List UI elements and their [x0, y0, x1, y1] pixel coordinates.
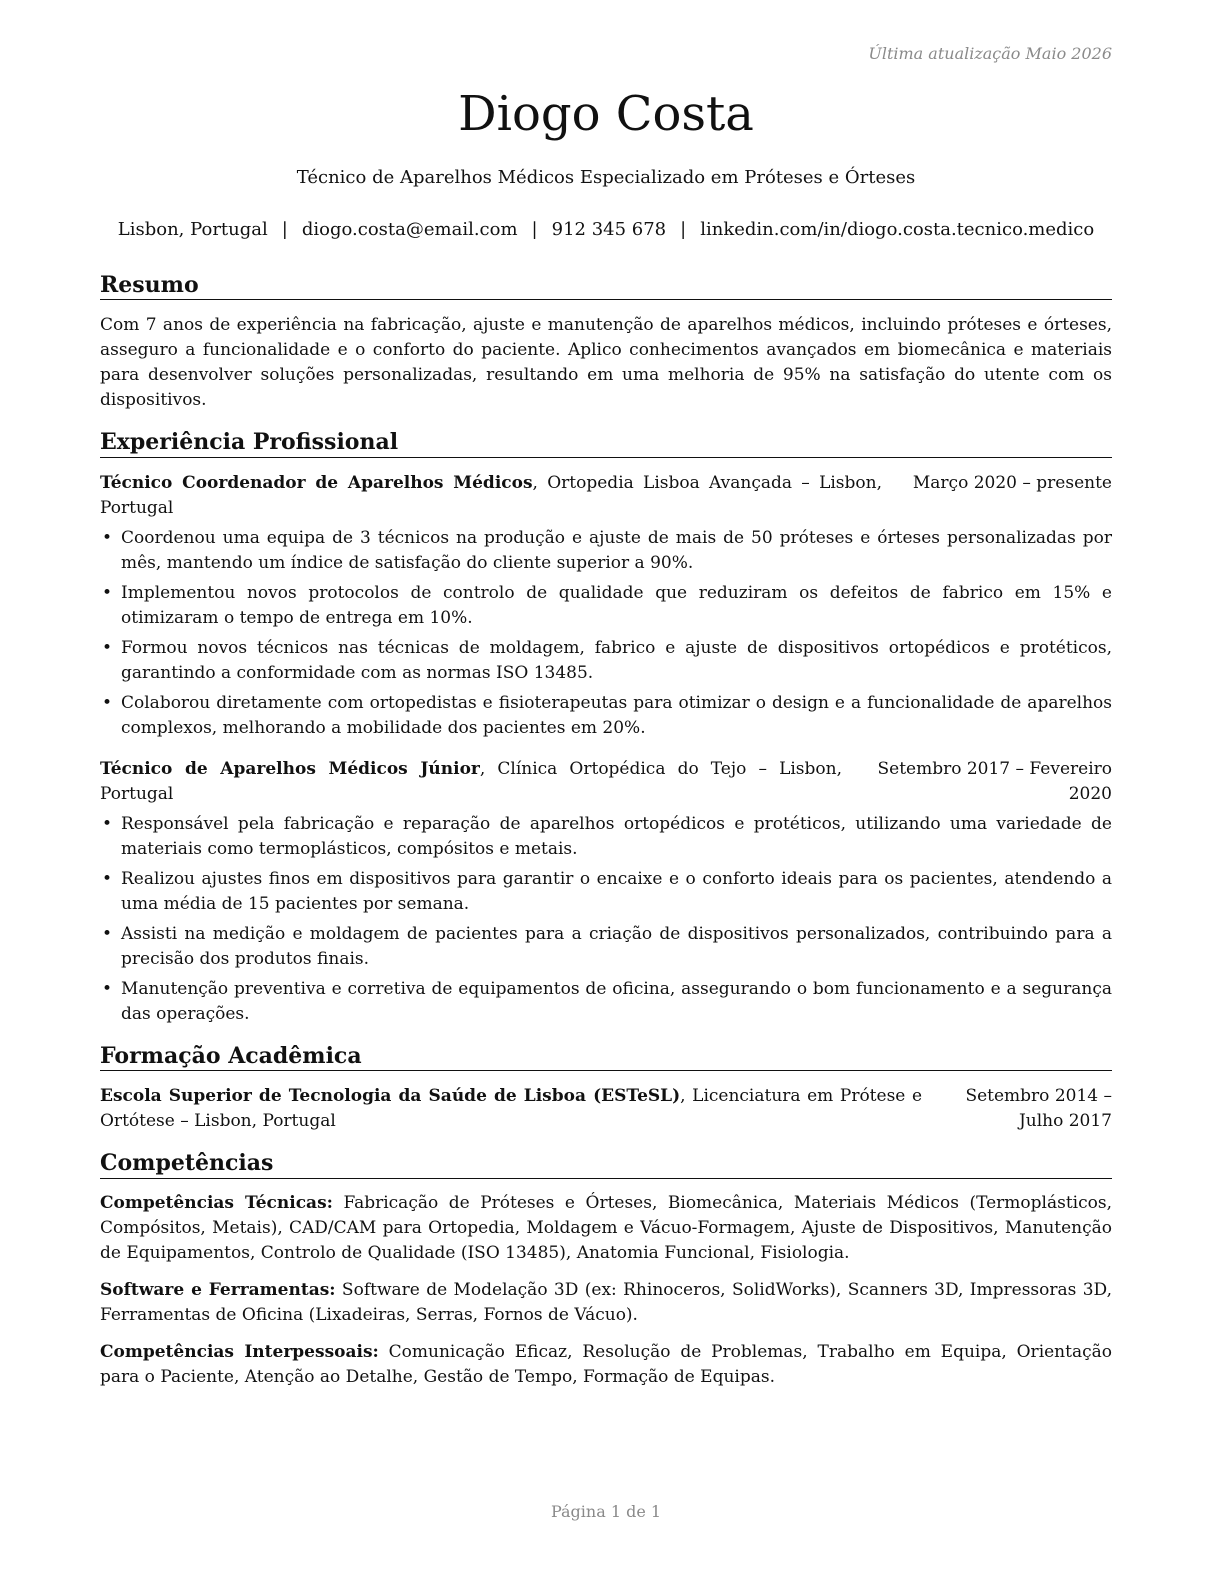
job-role: Técnico de Aparelhos Médicos Júnior [100, 758, 480, 779]
section-title-experience: Experiência Profissional [100, 429, 1112, 457]
job-dates: Setembro 2017 – Fevereiro 2020 [877, 758, 1112, 804]
headline: Técnico de Aparelhos Médicos Especializado em Próteses e Órteses [296, 167, 916, 188]
job-dates: Março 2020 – presente [912, 472, 1112, 493]
contact-phone: 912 345 678 [551, 219, 667, 240]
skill-group [100, 1340, 1112, 1390]
contact-email[interactable]: diogo.costa@email.com [301, 219, 518, 240]
job-entry [100, 757, 1112, 1027]
list-item: • Realizou ajustes finos em dispositivos para garantir o encaixe e o conforto ideais para os pacientes, atendendo a uma média de 15 pacientes por semana. [100, 867, 1112, 917]
section-title-summary: Resumo [100, 272, 1112, 300]
contact-separator: | [680, 219, 687, 240]
education-section [100, 1043, 1112, 1134]
skill-text: Comunicação Eficaz, Resolução de Problemas, Trabalho em Equipa, Orientação para o Paciente, Atenção ao Detalhe, Gestão de Tempo, Formação de Equipas. [100, 1341, 1112, 1387]
job-title-line [100, 471, 912, 521]
skill-group [100, 1191, 1112, 1266]
job-bullets [100, 812, 1112, 1027]
job-header [100, 471, 1112, 521]
job-org: , Ortopedia Lisboa Avançada – Lisbon, Portugal [100, 472, 882, 518]
skills-section [100, 1150, 1112, 1389]
contact-location: Lisbon, Portugal [117, 219, 268, 240]
last-updated: Última atualização Maio 2026 [868, 44, 1112, 63]
resume-content [100, 272, 1112, 1406]
contact-linkedin[interactable]: linkedin.com/in/diogo.costa.tecnico.medico [700, 219, 1095, 240]
candidate-name: Diogo Costa [458, 86, 754, 142]
page-number: Página 1 de 1 [550, 1502, 662, 1521]
skill-text: Software de Modelação 3D (ex: Rhinoceros, SolidWorks), Scanners 3D, Impressoras 3D, Ferramentas de Oficina (Lixadeiras, Serras, Fornos de Vácuo). [100, 1279, 1112, 1325]
list-item: • Formou novos técnicos nas técnicas de moldagem, fabrico e ajuste de dispositivos ortopédicos e protéticos, garantindo a conformidade com as normas ISO 13485. [100, 636, 1112, 686]
contact-separator: | [531, 219, 538, 240]
skill-group [100, 1278, 1112, 1328]
education-school: Escola Superior de Tecnologia da Saúde de Lisboa (ESTeSL) [100, 1086, 681, 1107]
job-title-line [100, 757, 872, 807]
job-header [100, 757, 1112, 807]
list-item: • Assisti na medição e moldagem de pacientes para a criação de dispositivos personalizados, contribuindo para a precisão dos produtos finais. [100, 922, 1112, 972]
job-org: , Clínica Ortopédica do Tejo – Lisbon, Portugal [100, 758, 842, 804]
section-title-education: Formação Acadêmica [100, 1043, 1112, 1071]
job-bullets [100, 526, 1112, 741]
skill-label: Competências Técnicas: [100, 1192, 333, 1213]
summary-section [100, 272, 1112, 413]
education-entry [100, 1084, 1112, 1134]
education-degree: , Licenciatura em Prótese e Ortótese – Lisbon, Portugal [100, 1086, 922, 1132]
list-item: • Colaborou diretamente com ortopedistas e fisioterapeutas para otimizar o design e a funcionalidade de aparelhos complexos, melhorando a mobilidade dos pacientes em 20%. [100, 691, 1112, 741]
contact-line [100, 219, 1112, 240]
experience-section [100, 429, 1112, 1026]
education-dates: Setembro 2014 – Julho 2017 [965, 1086, 1112, 1132]
skill-text: Fabricação de Próteses e Órteses, Biomecânica, Materiais Médicos (Termoplásticos, Compósitos, Metais), CAD/CAM para Ortopedia, Moldagem e Vácuo-Formagem, Ajuste de Dispositivos, Manutenção de Equipamentos, Controlo de Qualidade (ISO 13485), Anatomia Funcional, Fisiologia. [100, 1192, 1112, 1263]
contact-separator: | [281, 219, 288, 240]
summary-text: Com 7 anos de experiência na fabricação, ajuste e manutenção de aparelhos médicos, incluindo próteses e órteses, asseguro a funcionalidade e o conforto do paciente. Aplico conhecimentos avançados em biomecânica e materiais para desenvolver soluções personalizadas, resultando em uma melhoria de 95% na satisfação do utente com os dispositivos. [100, 315, 1112, 411]
skill-label: Software e Ferramentas: [100, 1279, 336, 1300]
resume-page [100, 0, 1112, 1584]
skill-label: Competências Interpessoais: [100, 1341, 379, 1362]
list-item: • Coordenou uma equipa de 3 técnicos na produção e ajuste de mais de 50 próteses e órteses personalizadas por mês, mantendo um índice de satisfação do cliente superior a 90%. [100, 526, 1112, 576]
section-title-skills: Competências [100, 1150, 1112, 1178]
list-item: • Responsável pela fabricação e reparação de aparelhos ortopédicos e protéticos, utilizando uma variedade de materiais como termoplásticos, compósitos e metais. [100, 812, 1112, 862]
job-entry [100, 471, 1112, 741]
list-item: • Manutenção preventiva e corretiva de equipamentos de oficina, assegurando o bom funcionamento e a segurança das operações. [100, 977, 1112, 1027]
list-item: • Implementou novos protocolos de controlo de qualidade que reduziram os defeitos de fabrico em 15% e otimizaram o tempo de entrega em 10%. [100, 581, 1112, 631]
education-line [100, 1084, 952, 1134]
job-role: Técnico Coordenador de Aparelhos Médicos [100, 472, 533, 493]
